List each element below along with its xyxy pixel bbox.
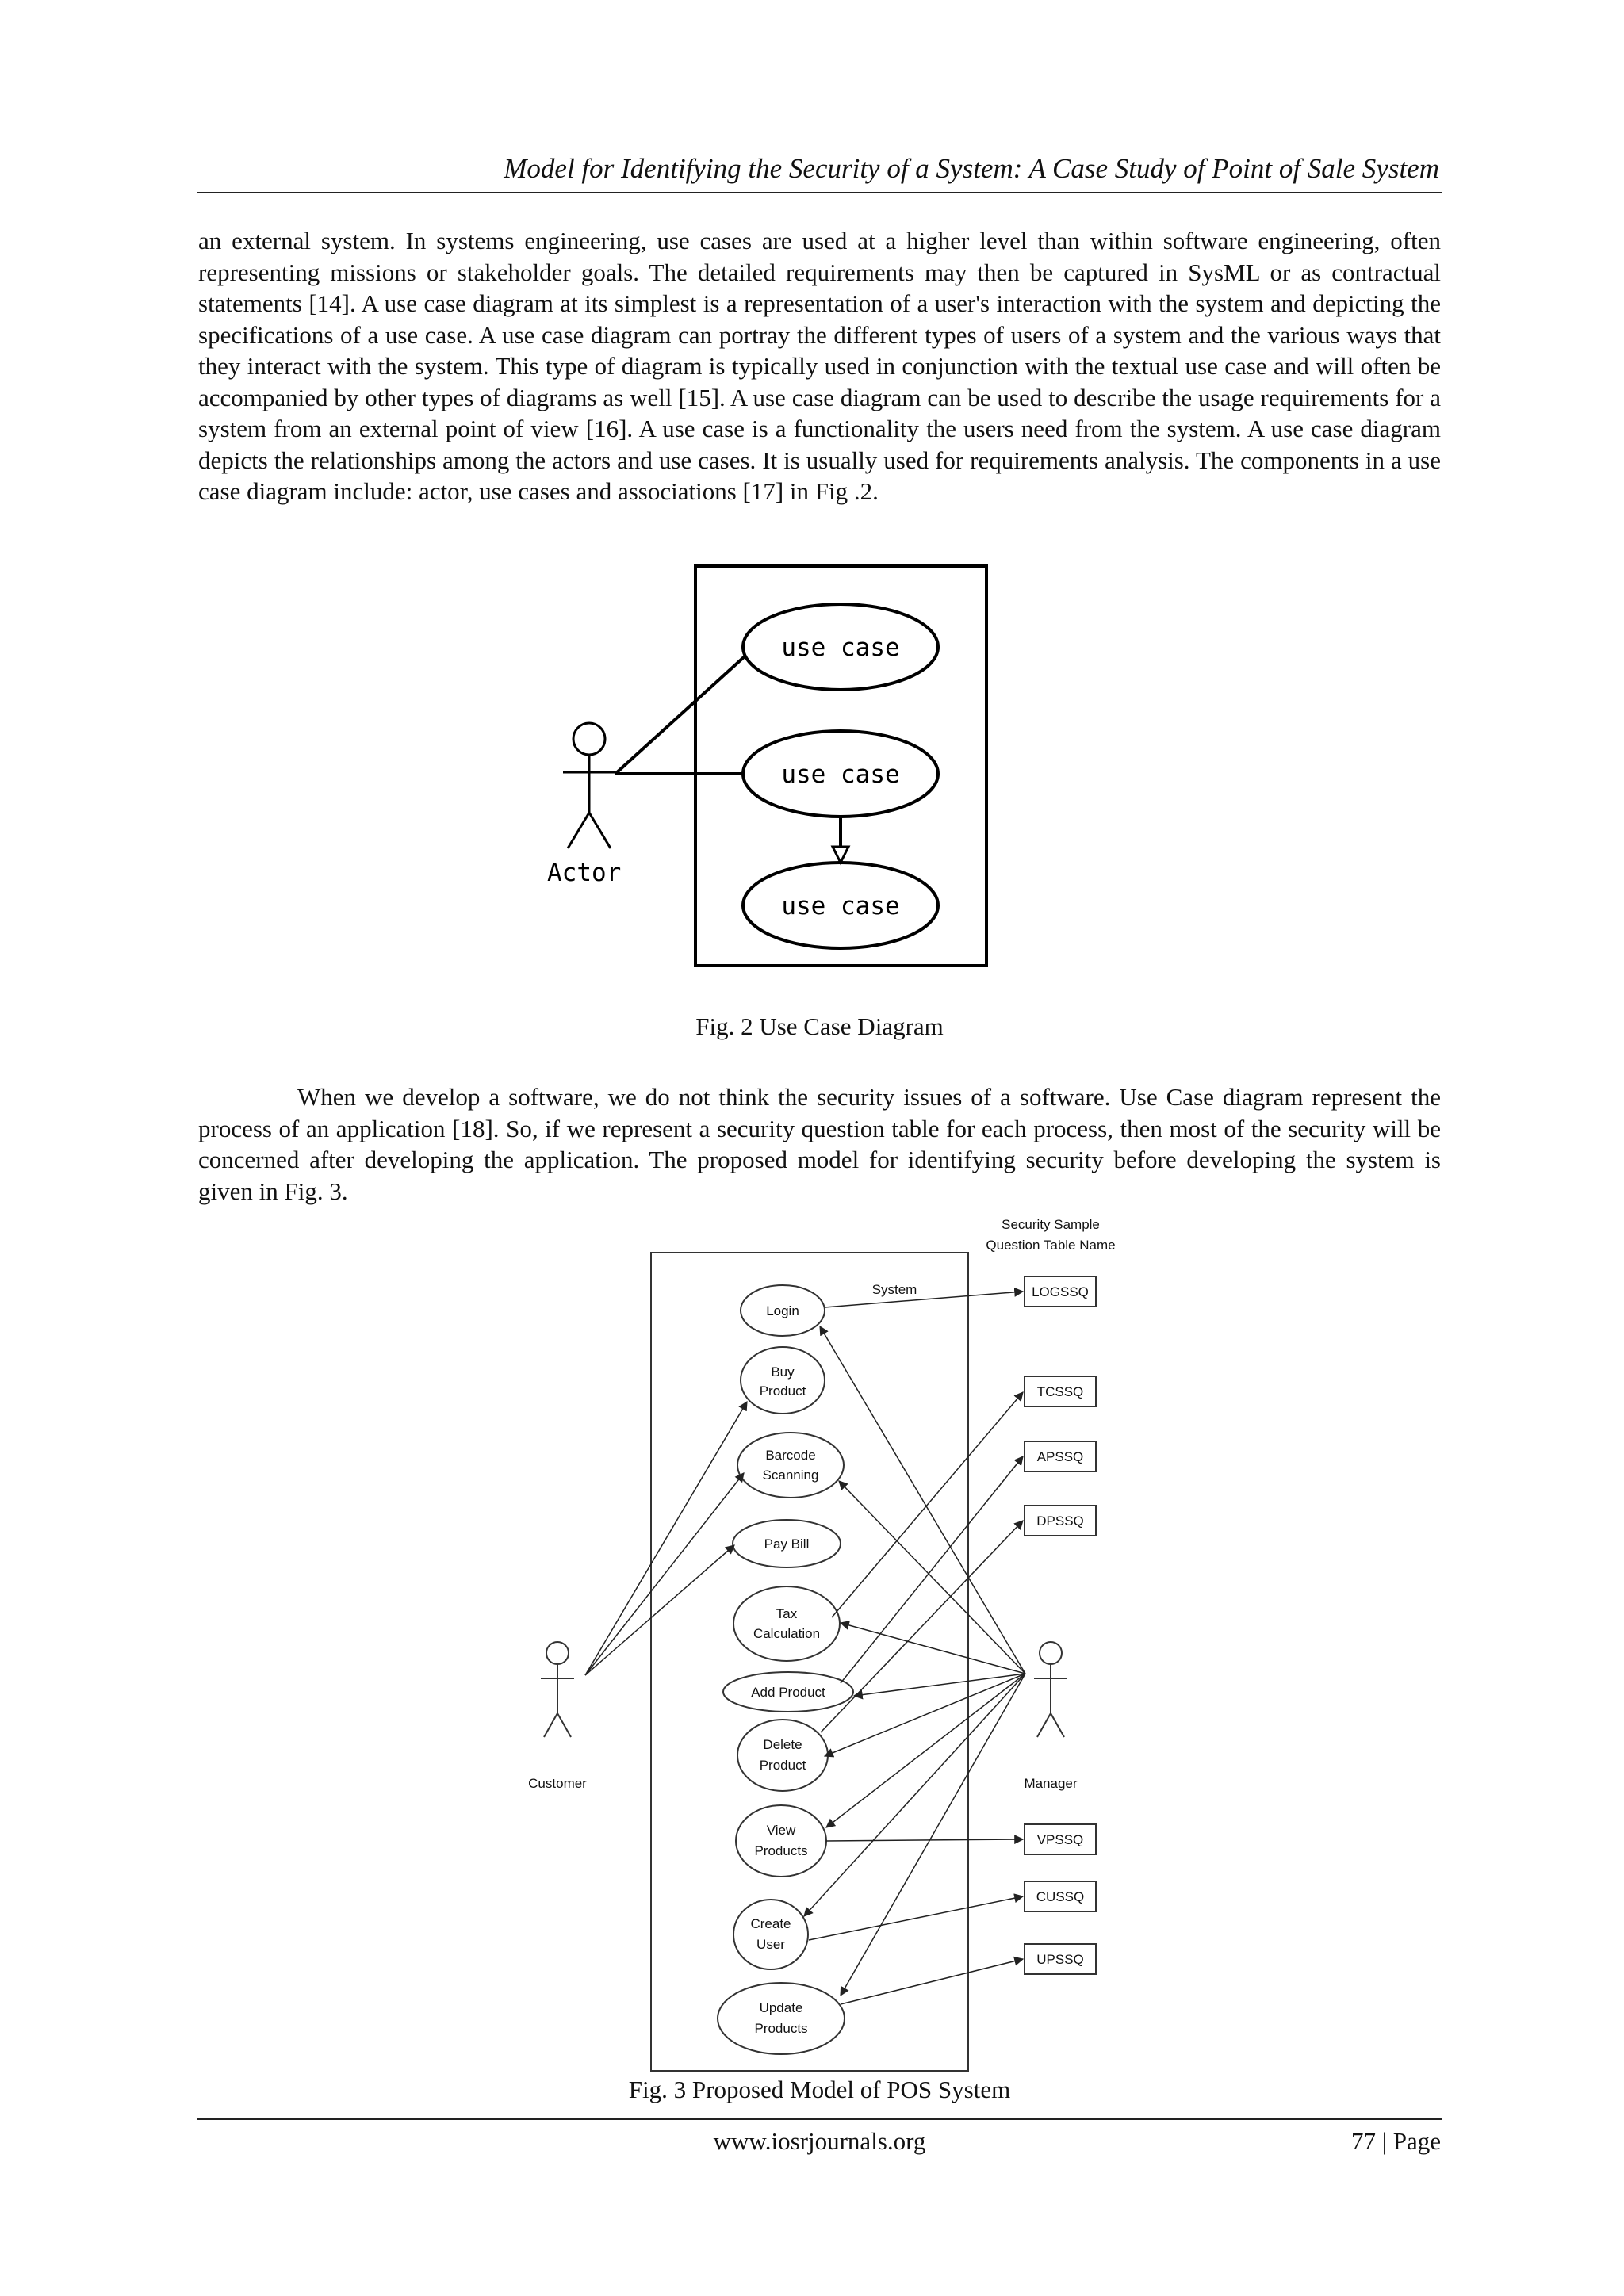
- system-label: System: [871, 1282, 917, 1297]
- uc-buy-product-label2: Product: [759, 1383, 806, 1399]
- actor-label: Actor: [547, 859, 622, 887]
- uc-buy-product: [741, 1347, 825, 1414]
- uc-barcode-label2: Scanning: [762, 1468, 819, 1483]
- uc-delete-product: [737, 1720, 828, 1791]
- table-cussq-label: CUSSQ: [1036, 1889, 1085, 1904]
- customer-label: Customer: [528, 1776, 587, 1791]
- table-header-line2: Question Table Name: [986, 1238, 1116, 1253]
- paragraph-security-model: When we develop a software, we do not think the security issues of a software. Use Case diagram represent the process of an application [18]. So, if we represent a security question table for each process, then most of the security will be concerned after developing the application. The proposed model for identifying security before developing the system is given in Fig. 3.: [198, 1083, 1441, 1205]
- uc-pay-bill-label: Pay Bill: [764, 1536, 810, 1552]
- table-tcssq-label: TCSSQ: [1036, 1384, 1084, 1399]
- uc-barcode-label1: Barcode: [765, 1448, 816, 1463]
- uc-create-user: [733, 1900, 808, 1969]
- uc-update-label2: Products: [754, 2021, 808, 2036]
- footer-url[interactable]: www.iosrjournals.org: [713, 2127, 926, 2155]
- uc-update-label1: Update: [759, 2000, 803, 2015]
- figure-3-pos-model: [508, 1209, 1142, 2081]
- uc-tax-label2: Calculation: [753, 1626, 821, 1641]
- uc-view-label2: Products: [754, 1843, 808, 1858]
- uc-tax-calculation: [733, 1586, 840, 1661]
- header-rule: [197, 192, 1442, 193]
- include-arrow-head: [833, 847, 848, 863]
- customer-actor: [541, 1642, 574, 1737]
- use-case-2-label: use case: [781, 760, 900, 789]
- table-dpssq-label: DPSSQ: [1036, 1513, 1084, 1529]
- actor-figure: [563, 723, 615, 848]
- figure-3-caption: Fig. 3 Proposed Model of POS System: [628, 2076, 1011, 2103]
- security-table-links: [809, 1292, 1023, 2004]
- use-case-3-label: use case: [781, 892, 900, 920]
- association-lines: [615, 649, 753, 774]
- footer-rule: [197, 2118, 1442, 2120]
- table-upssq-label: UPSSQ: [1036, 1952, 1084, 1967]
- uc-barcode-scanning: [737, 1433, 844, 1498]
- uc-create-label2: User: [756, 1937, 785, 1952]
- table-apssq-label: APSSQ: [1036, 1449, 1084, 1464]
- uc-buy-product-label1: Buy: [771, 1364, 795, 1380]
- uc-update-products: [718, 1983, 845, 2054]
- running-title: Model for Identifying the Security of a System: A Case Study of Point of Sale System: [504, 153, 1439, 184]
- table-header-line1: Security Sample: [1002, 1217, 1100, 1232]
- figure-2-use-case-diagram: [523, 555, 999, 975]
- uc-tax-label1: Tax: [776, 1606, 798, 1621]
- manager-label: Manager: [1024, 1776, 1078, 1791]
- manager-actor: [1034, 1642, 1067, 1737]
- manager-associations: [804, 1326, 1025, 1996]
- uc-create-label1: Create: [750, 1916, 791, 1931]
- uc-delete-label2: Product: [759, 1758, 806, 1773]
- paragraph-use-case-intro: an external system. In systems engineering, use cases are used at a higher level than within software engineering, often representing missions or stakeholder goals. The detailed requirements may then be captured in SysML or as contractual statements [14]. A use case diagram at its simplest is a representation of a user's interaction with the system and depicting the specifications of a use case. A use case diagram can portray the different types of users of a system and the various ways that they interact with the system. This type of diagram is typically used in conjunction with the textual use case and will often be accompanied by other types of diagrams as well [15]. A use case diagram can be used to describe the usage requirements for a system from an external point of view [16]. A use case is a functionality the users need from the system. A use case diagram depicts the relationships among the actors and use cases. It is usually used for requirements analysis. The components in a use case diagram include: actor, use cases and associations [17] in Fig .2.: [198, 227, 1441, 505]
- use-case-1-label: use case: [781, 633, 900, 662]
- uc-view-products: [736, 1805, 826, 1877]
- figure-2-caption: Fig. 2 Use Case Diagram: [695, 1012, 944, 1040]
- uc-login-label: Login: [766, 1303, 799, 1318]
- customer-associations: [585, 1402, 747, 1675]
- uc-view-label1: View: [766, 1823, 796, 1838]
- uc-add-product-label: Add Product: [751, 1685, 825, 1700]
- table-vpssq-label: VPSSQ: [1036, 1832, 1084, 1847]
- table-logssq-label: LOGSSQ: [1032, 1284, 1089, 1299]
- uc-delete-label1: Delete: [763, 1737, 802, 1752]
- page-number: 77 | Page: [1351, 2127, 1441, 2155]
